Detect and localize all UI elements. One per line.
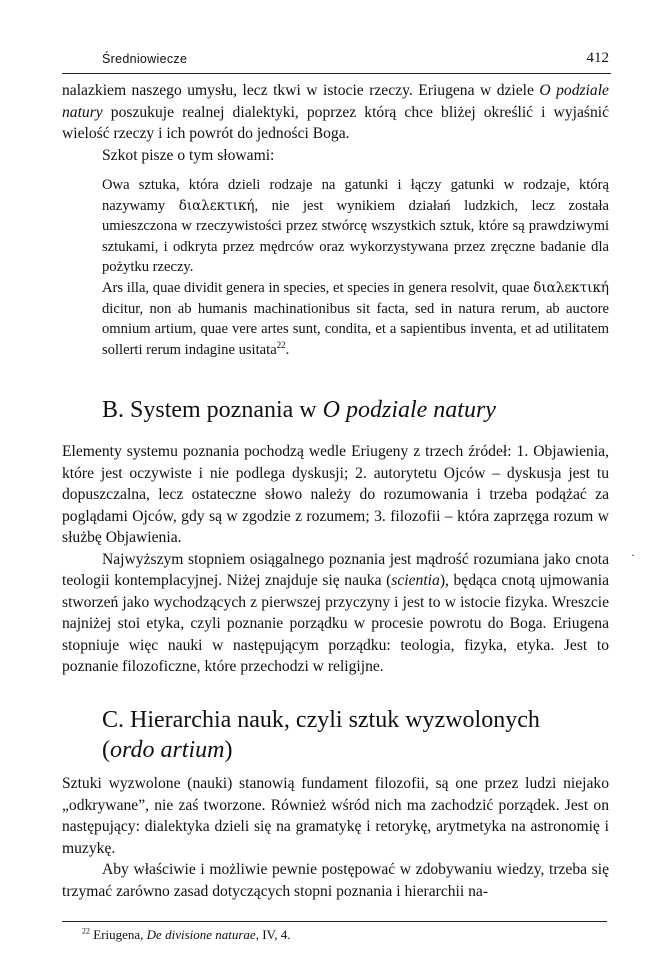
quotation-latin: Ars illa, quae dividit genera in species, et species in genera resolvit, quae διαλεκτική dicitur, non ab humanis machinationibus sit facta, sed in natura rerum, ab auctore omnium artium, quae vere artes sunt, condita, et a sapientibus inventa, et ad utilitatem sollerti rerum indagine usitata$^{22}$. xyxy=(102,280,609,358)
page-header xyxy=(102,50,609,72)
margin-mark: · xyxy=(631,548,635,562)
greek-term: διαλεκτική xyxy=(178,197,255,214)
running-title: Średniowiecze xyxy=(102,52,188,66)
intro-paragraph: nalazkiem naszego umysłu, lecz tkwi w istocie rzeczy. Eriugena w dziele O podziale natury poszukuje realnej dialektyki, poprzez którą chce bliżej określić i wyjaśnić wielość rzeczy i ich powrót do jedności Boga. xyxy=(62,82,609,142)
section-c-text xyxy=(62,773,609,902)
header-rule xyxy=(62,73,611,74)
section-c-paragraph: Sztuki wyzwolone (nauki) stanowią fundament filozofii, są one przez ludzi niejako „odkrywane”, nie zaś tworzone. Również wśród nich ma zachodzić porządek. Jest on następujący: dialektyka dzieli się na gramatykę i retorykę, arytmetyka na astronomię i muzykę. xyxy=(62,775,609,857)
intro-lead-in: Szkot pisze o tym słowami: xyxy=(102,146,275,164)
footnote-ref: 22 xyxy=(276,339,286,350)
footnote-rule xyxy=(62,921,607,922)
section-b-text xyxy=(62,441,609,678)
footnote: $^{22}$ Eriugena, De divisione naturae, IV, 4. xyxy=(82,926,291,942)
page-number: 412 xyxy=(586,50,609,66)
section-c-paragraph: Aby właściwie i możliwie pewnie postępować w zdobywaniu wiedzy, trzeba się trzymać zarówno zasad dotyczących stopni poznania i hierarchii na- xyxy=(62,861,609,900)
section-b-heading: B. System poznania w O podziale natury xyxy=(102,397,496,423)
greek-term: διαλεκτική xyxy=(533,280,609,296)
section-b-paragraph: Najwyższym stopniem osiągalnego poznania jest mądrość rozumiana jako cnota teologii kontemplacyjnej. Niżej znajduje się nauka (scientia), będąca cnotą ujmowania stworzeń jako wychodzących z pierwszej przyczyny i jest to w istocie fizyka. Wreszcie najniżej stoi etyka, czyli poznanie porządku w procesie powrotu do Boga. Eriugena stopniuje więc nauki w następującym porządku: teologia, fizyka, etyka. Jest to poznanie filozoficzne, które przechodzi w religijne. xyxy=(62,550,609,675)
section-b-paragraph: Elementy systemu poznania pochodzą wedle Eriugeny z trzech źródeł: 1. Objawienia, które jest oczywiste i nie podlega dyskusji; 2. autorytetu Ojców – dyskusja jest tu dopuszczalna, lecz ostateczne słowo należy do rozumowania i trzeba podążać za poglądami Ojców, gdy są w zgodzie z rozumem; 3. filozofii – która zaprzęga rozum w służbę Objawienia. xyxy=(62,443,609,546)
section-c-heading: C. Hierarchia nauk, czyli sztuk wyzwolonych (ordo artium) xyxy=(102,707,540,763)
intro-text xyxy=(62,80,609,166)
quotation-polish: Owa sztuka, która dzieli rodzaje na gatunki i łączy gatunki w rodzaje, którą nazywamy διαλεκτική, nie jest wynikiem działań ludzkich, lecz została umieszczona w rzeczywistości przez stwórcę wszystkich sztuk, które są prawdziwymi sztukami, i odkryta przez mędrców oraz wykorzystywana przez zręczne badanie dla pożytku rzeczy. xyxy=(102,177,609,275)
